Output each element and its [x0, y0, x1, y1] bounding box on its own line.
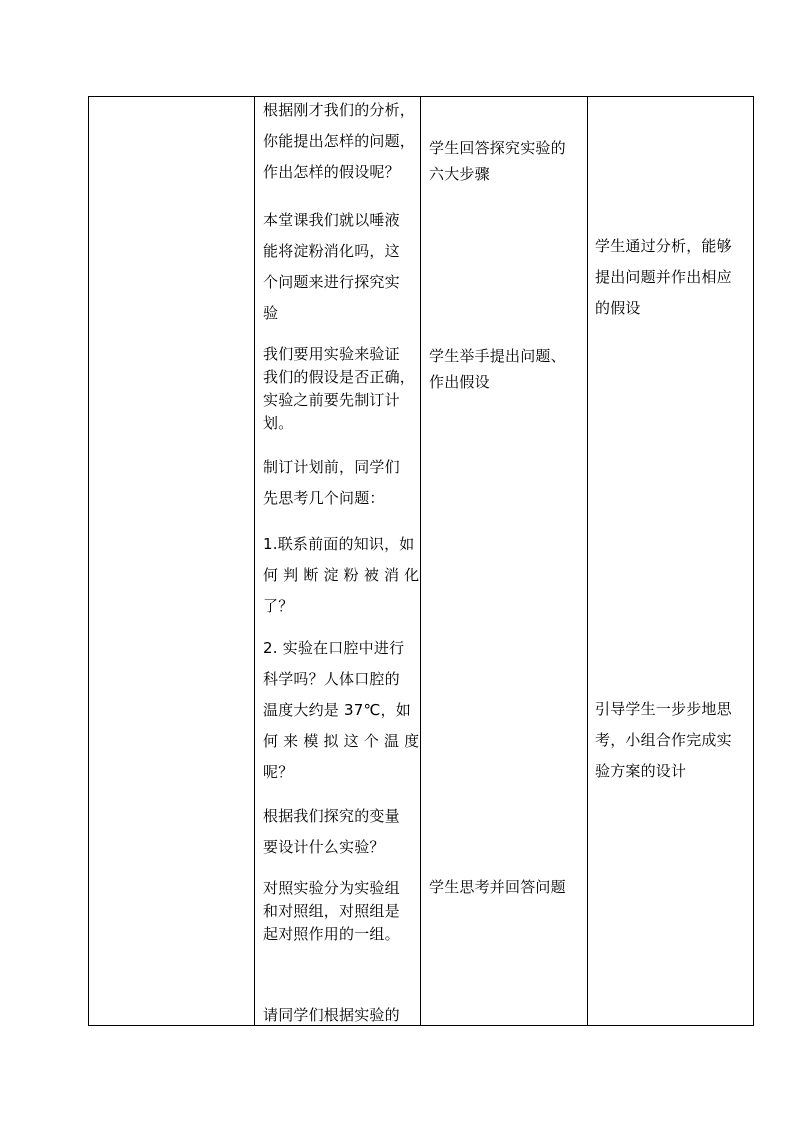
text-line: 提出问题并作出相应: [595, 268, 732, 286]
text-line: 学生举手提出问题、: [429, 347, 566, 365]
text-line: 的假设: [595, 299, 641, 317]
teacher-paragraph-question-hypothesis: [263, 95, 415, 188]
text-line: 和对照组，对照组是: [263, 902, 400, 920]
text-line: 你能提出怎样的问题，: [263, 132, 416, 150]
lesson-plan-table: [88, 96, 754, 1026]
text-line: 何 判 断 淀 粉 被 消 化: [263, 566, 420, 584]
teacher-paragraph-questions-intro: [263, 452, 400, 514]
text-line: 引导学生一步步地思: [595, 700, 732, 718]
teacher-paragraph-continued: [263, 1000, 400, 1031]
student-activity-hypothesis: [429, 343, 566, 395]
text-line: 我们的假设是否正确，: [263, 368, 416, 386]
text-line: 作出假设: [429, 373, 490, 391]
text-line: 作出怎样的假设呢？: [263, 163, 400, 181]
teacher-paragraph-topic: [263, 205, 400, 329]
teacher-paragraph-variable: [263, 801, 400, 863]
text-line: 六大步骤: [429, 165, 490, 183]
text-line: 学生回答探究实验的: [429, 139, 566, 157]
text-line: 根据刚才我们的分析，: [263, 101, 416, 119]
text-line: 学生通过分析，能够: [595, 237, 732, 255]
teacher-paragraph-control: [263, 877, 400, 946]
text-line: 请同学们根据实验的: [263, 1006, 400, 1024]
text-line: 要设计什么实验？: [263, 838, 385, 856]
text-line: 了？: [263, 597, 294, 615]
text-line: 对照实验分为实验组: [263, 879, 400, 897]
text-line: 本堂课我们就以唾液: [263, 211, 400, 229]
intent-guidance: [595, 694, 732, 787]
text-line: 何 来 模 拟 这 个 温 度: [263, 732, 420, 750]
teacher-paragraph-plan: [263, 343, 415, 435]
column-divider: [420, 97, 421, 1025]
text-line: 制订计划前，同学们: [263, 458, 400, 476]
text-line: 我们要用实验来验证: [263, 345, 400, 363]
intent-analysis: [595, 231, 732, 324]
text-line: 个问题来进行探究实: [263, 273, 400, 291]
teacher-question-1: [263, 529, 419, 622]
text-line: 学生思考并回答问题: [429, 878, 566, 896]
text-line: 2. 实验在口腔中进行: [263, 639, 405, 657]
text-line: 科学吗？人体口腔的: [263, 670, 400, 688]
column-divider: [254, 97, 255, 1025]
text-line: 1.联系前面的知识，如: [263, 535, 415, 553]
text-line: 考，小组合作完成实: [595, 731, 732, 749]
text-line: 先思考几个问题：: [263, 489, 385, 507]
text-line: 能将淀粉消化吗，这: [263, 242, 400, 260]
teacher-question-2: [263, 633, 419, 788]
student-activity-answer: [429, 874, 566, 900]
text-line: 实验之前要先制订计: [263, 391, 400, 409]
text-line: 呢？: [263, 763, 294, 781]
text-line: 划。: [263, 414, 294, 432]
text-line: 温度大约是 37℃，如: [263, 701, 411, 719]
text-line: 验: [263, 304, 279, 322]
student-activity-steps: [429, 135, 566, 187]
column-divider: [587, 97, 588, 1025]
text-line: 起对照作用的一组。: [263, 925, 400, 943]
text-line: 验方案的设计: [595, 762, 687, 780]
text-line: 根据我们探究的变量: [263, 807, 400, 825]
